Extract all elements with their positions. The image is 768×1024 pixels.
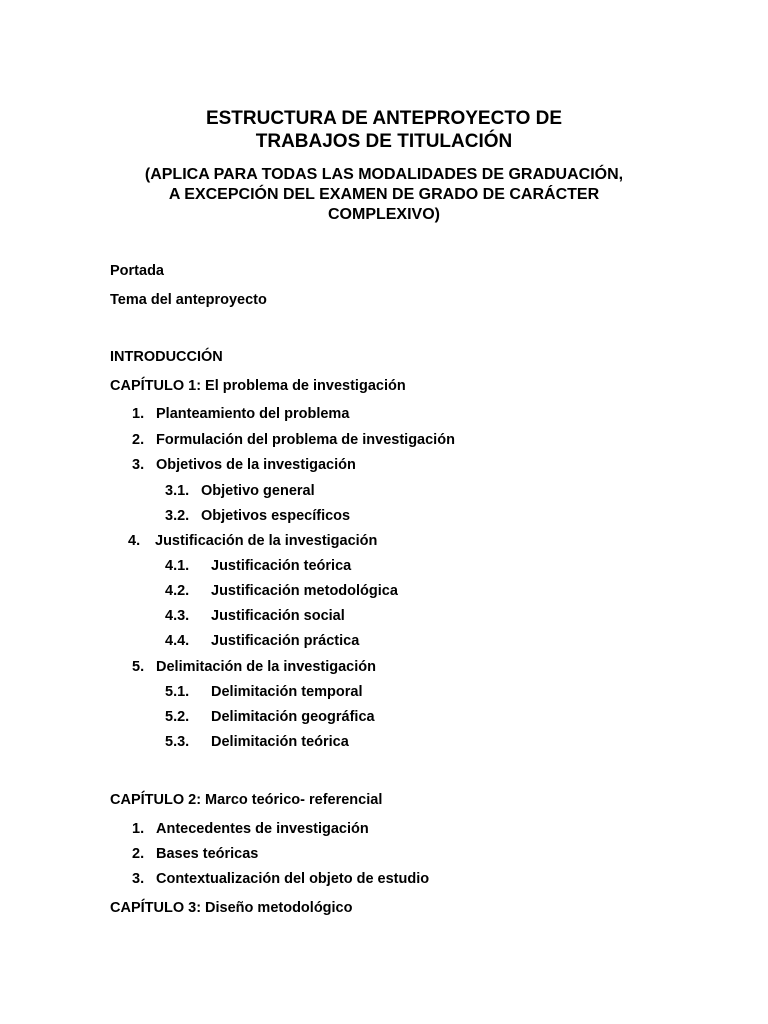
list-item: Objetivos de la investigación — [156, 457, 356, 473]
section-tema: Tema del anteproyecto — [110, 292, 267, 308]
chapter-2-heading: CAPÍTULO 2: Marco teórico- referencial — [110, 792, 383, 808]
list-item: Justificación de la investigación — [155, 533, 378, 549]
list-item: Formulación del problema de investigación — [156, 432, 455, 448]
list-item-number: 3.2. — [165, 508, 190, 524]
document-subtitle-line-1: (APLICA PARA TODAS LAS MODALIDADES DE GRADUACIÓN, — [144, 166, 624, 183]
section-portada: Portada — [110, 263, 164, 279]
list-item-number: 3. — [132, 871, 145, 887]
chapter-3-heading: CAPÍTULO 3: Diseño metodológico — [110, 900, 353, 916]
list-item-number: 2. — [132, 432, 145, 448]
list-item: Antecedentes de investigación — [156, 821, 369, 837]
list-item-number: 3.1. — [165, 483, 190, 499]
list-item-number: 5.1. — [165, 684, 190, 700]
chapter-1-heading: CAPÍTULO 1: El problema de investigación — [110, 378, 406, 394]
list-item-number: 4.2. — [165, 583, 190, 599]
document-title-line-2: TRABAJOS DE TITULACIÓN — [255, 131, 513, 152]
list-item-number: 1. — [132, 821, 145, 837]
document-title-line-1: ESTRUCTURA DE ANTEPROYECTO DE — [205, 108, 563, 129]
list-item: Delimitación temporal — [211, 684, 363, 700]
list-item: Justificación teórica — [211, 558, 352, 574]
document-subtitle-line-2: A EXCEPCIÓN DEL EXAMEN DE GRADO DE CARÁCTER — [168, 186, 600, 203]
list-item: Objetivo general — [201, 483, 315, 499]
list-item: Contextualización del objeto de estudio — [156, 871, 430, 887]
list-item-number: 4.3. — [165, 608, 190, 624]
section-introduccion: INTRODUCCIÓN — [110, 349, 223, 365]
document-subtitle-line-3: COMPLEXIVO) — [327, 206, 440, 223]
list-item-number: 3. — [132, 457, 145, 473]
list-item: Bases teóricas — [156, 846, 259, 862]
list-item-number: 2. — [132, 846, 145, 862]
list-item-number: 1. — [132, 406, 145, 422]
list-item: Delimitación de la investigación — [156, 659, 376, 675]
list-item-number: 4. — [128, 533, 141, 549]
list-item: Objetivos específicos — [201, 508, 351, 524]
list-item: Justificación social — [211, 608, 345, 624]
list-item: Planteamiento del problema — [156, 406, 350, 422]
list-item: Delimitación geográfica — [211, 709, 375, 725]
list-item: Justificación práctica — [211, 633, 360, 649]
list-item-number: 4.4. — [165, 633, 190, 649]
list-item-number: 5. — [132, 659, 145, 675]
list-item-number: 5.2. — [165, 709, 190, 725]
list-item: Justificación metodológica — [211, 583, 398, 599]
list-item: Delimitación teórica — [211, 734, 349, 750]
list-item-number: 5.3. — [165, 734, 190, 750]
list-item-number: 4.1. — [165, 558, 190, 574]
